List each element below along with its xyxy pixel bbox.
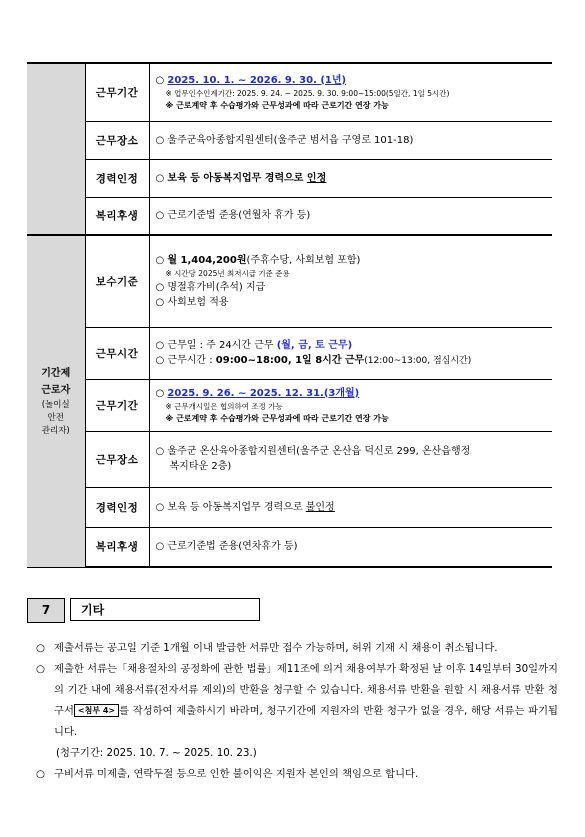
bullet-mark: ○ [155, 254, 168, 266]
table-row [27, 235, 552, 327]
bullet-mark: ○ [155, 134, 168, 146]
detail-line [156, 73, 547, 88]
detail-text-tail: (주휴수당, 사회보험 포함) [246, 254, 361, 266]
note-text-part: 제출한 서류는「채용절차의 공정화에 관한 법률」제11조에 의거 채용여부가 확정된 날 이후 14일부터 30일까지의 기간 내에 채용서류(전자서류 제외)의 반환을 청구할 수 있습니다. 채용서류 반환을 원할 시 채용서류 반환 청구서 [54, 663, 558, 717]
group-subtitle: 안전 [47, 412, 64, 423]
table-row [27, 121, 552, 159]
detail-line [156, 338, 547, 353]
bullet-mark: ○ [155, 281, 168, 293]
note-bullet: ○ [36, 663, 45, 675]
table-row [27, 431, 552, 487]
group-title: 근로자 [41, 384, 71, 396]
note-item [36, 638, 558, 659]
bullet-mark: ○ [155, 74, 168, 86]
note-item [36, 659, 558, 764]
row-label: 근무장소 [85, 121, 149, 159]
attachment-tag: <첨부 4> [74, 704, 119, 717]
row-label: 근무기간 [85, 379, 149, 431]
bullet-mark: ○ [155, 501, 168, 513]
bullet-mark: ○ [155, 354, 168, 366]
detail-line [156, 413, 547, 425]
bullet-mark: ○ [155, 339, 168, 351]
section-number: 7 [27, 598, 65, 623]
detail-text: 복지타운 2층) [169, 461, 232, 472]
detail-line [156, 500, 547, 515]
note-item [36, 764, 558, 785]
detail-text-tail: 09:00~18:00, 1일 8시간 근무 [215, 354, 365, 366]
detail-text-tail: 불인정 [305, 501, 335, 513]
notes-list [36, 638, 558, 785]
detail-line [156, 353, 547, 369]
detail-text: 울주군 온산육아종합지원센터(울주군 온산읍 덕신로 299, 온산읍행정 [167, 446, 471, 457]
detail-text: 2025. 10. 1. ~ 2026. 9. 30. (1년) [167, 74, 347, 86]
row-label: 복리후생 [85, 527, 149, 567]
row-value [149, 327, 552, 379]
detail-line [156, 280, 547, 295]
row-value [149, 159, 552, 197]
detail-line [156, 133, 547, 148]
bullet-mark: ○ [155, 541, 168, 553]
detail-line [156, 444, 547, 459]
detail-line [156, 208, 547, 223]
group-cell-blank [27, 63, 85, 235]
group-subtitle: (놀이실 [41, 399, 70, 410]
group-subtitle: 관리자) [41, 425, 70, 436]
note-bullet: ○ [36, 642, 45, 654]
detail-text: 근로기준법 준용(연월차 휴가 등) [167, 210, 311, 222]
detail-text: 근로기준법 준용(연차휴가 등) [167, 541, 298, 553]
note-text [54, 659, 558, 764]
detail-line [156, 539, 547, 554]
table-row [27, 63, 552, 121]
detail-line [156, 386, 547, 401]
row-label: 보수기준 [85, 235, 149, 327]
note-bullet: ○ [36, 768, 45, 780]
table-row [27, 379, 552, 431]
row-label: 경력인정 [85, 487, 149, 527]
row-value [149, 431, 552, 487]
row-label: 근무시간 [85, 327, 149, 379]
note-text-part: 를 작성하여 제출하시기 바라며, 청구기간에 지원자의 반환 청구가 없을 경우, 해당 서류는 파기됩니다. [54, 705, 558, 738]
row-label: 복리후생 [85, 197, 149, 235]
detail-text: 보육 등 아동복지업무 경력으로 [167, 501, 306, 513]
bullet-mark: ○ [155, 387, 168, 399]
table-row [27, 197, 552, 235]
detail-line [156, 459, 547, 474]
row-label: 근무기간 [85, 63, 149, 121]
detail-text: 2025. 9. 26. ~ 2025. 12. 31.(3개월) [167, 387, 360, 399]
table-row [27, 527, 552, 567]
table-row [27, 327, 552, 379]
table-row [27, 487, 552, 527]
detail-line [156, 295, 547, 310]
detail-text: ※ 근로계약 후 수습평가와 근무성과에 따라 근로기간 연장 가능 [165, 413, 389, 423]
row-value [149, 487, 552, 527]
detail-line [156, 100, 547, 112]
row-value [149, 63, 552, 121]
group-title: 기간제 [41, 367, 71, 379]
detail-text: 울주군육아종합지원센터(울주군 범서읍 구영로 101-18) [167, 134, 414, 146]
bullet-mark: ○ [155, 446, 168, 457]
detail-text-tail: 인정 [306, 172, 327, 184]
group-label-cell [27, 235, 85, 567]
detail-text: 보육 등 아동복지업무 경력으로 [167, 172, 307, 184]
detail-line [156, 171, 547, 186]
detail-text: 근무시간 : [167, 354, 216, 366]
section-title: 기타 [70, 598, 260, 621]
detail-text: 명절휴가비(추석) 지급 [167, 281, 266, 293]
detail-text: ※ 시간당 2025년 최저시급 기준 준용 [165, 268, 290, 278]
bullet-mark: ○ [155, 296, 168, 308]
note-text: 제출서류는 공고일 기준 1개월 이내 발급한 서류만 접수 가능하며, 허위 기재 시 채용이 취소됩니다. [54, 642, 498, 654]
row-label: 근무장소 [85, 431, 149, 487]
detail-line [156, 253, 547, 268]
request-period: (청구기간: 2025. 10. 7. ~ 2025. 10. 23.) [56, 747, 257, 759]
detail-line [156, 268, 547, 280]
note-text: 구비서류 미제출, 연락두절 등으로 인한 불이익은 지원자 본인의 책임으로 합니다. [54, 768, 419, 780]
employment-conditions-table [27, 62, 552, 568]
detail-line [156, 401, 547, 413]
detail-text: 근무일 : 주 24시간 근무 [167, 339, 277, 351]
row-value [149, 121, 552, 159]
row-value [149, 235, 552, 327]
detail-text-tail: (월, 금, 토 근무) [276, 339, 353, 351]
row-value [149, 527, 552, 567]
row-value [149, 379, 552, 431]
detail-text: 월 1,404,200원 [167, 254, 247, 266]
detail-line [156, 88, 547, 100]
row-label: 경력인정 [85, 159, 149, 197]
bullet-mark: ○ [155, 172, 168, 184]
bullet-mark: ○ [155, 210, 168, 222]
table-row [27, 159, 552, 197]
detail-text: ※ 근로계약 후 수습평가와 근무성과에 따라 근로기간 연장 가능 [165, 100, 389, 110]
detail-text-tail: (12:00~13:00, 점심시간) [364, 355, 472, 366]
detail-text: ※ 근무개시일은 협의하여 조정 가능 [165, 401, 283, 411]
detail-text: ※ 업무인수인계기간: 2025. 9. 24. ~ 2025. 9. 30. 9:00~15:00(5일간, 1일 5시간) [165, 88, 450, 98]
row-value [149, 197, 552, 235]
detail-text: 사회보험 적용 [167, 296, 229, 308]
